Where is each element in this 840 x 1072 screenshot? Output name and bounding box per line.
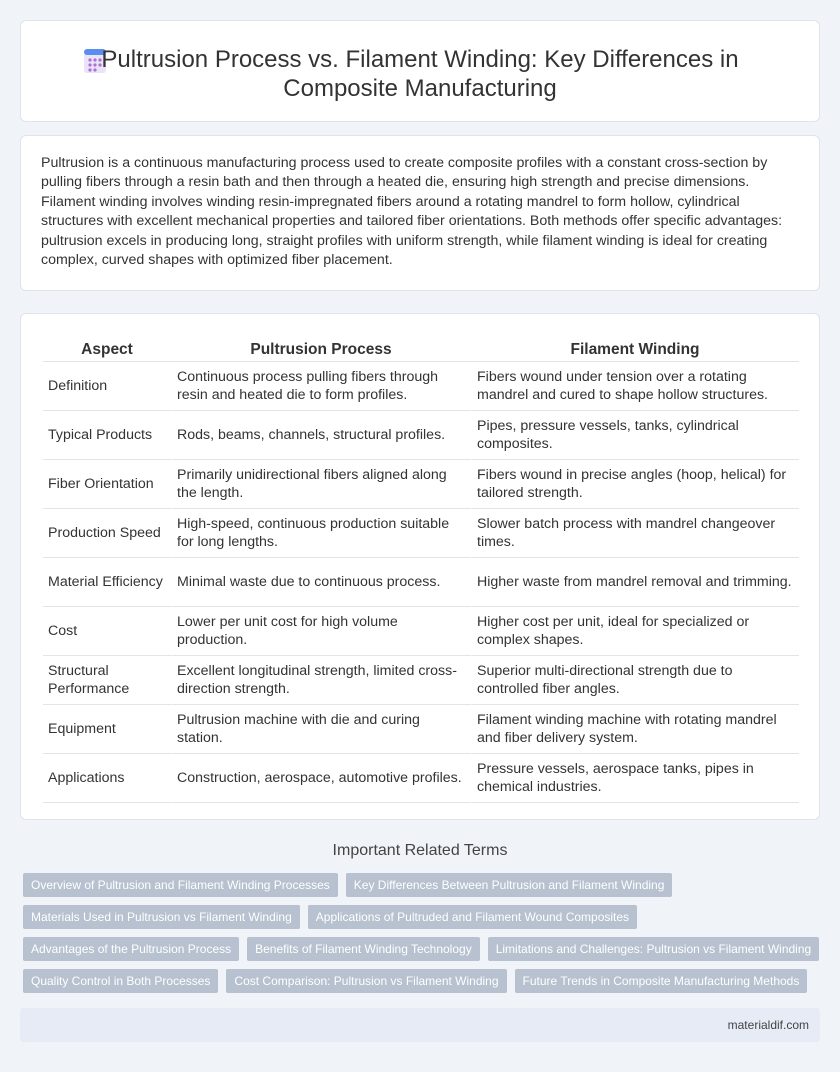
related-term-tag[interactable]: Limitations and Challenges: Pultrusion vs Filament Winding xyxy=(488,937,820,961)
table-row xyxy=(43,558,799,607)
tag-row xyxy=(23,969,823,993)
related-term-tag[interactable]: Applications of Pultruded and Filament Wound Composites xyxy=(308,905,637,929)
pultrusion-cell: Rods, beams, channels, structural profiles. xyxy=(171,411,471,460)
table-row xyxy=(43,607,799,656)
related-term-tag[interactable]: Cost Comparison: Pultrusion vs Filament Winding xyxy=(226,969,506,993)
aspect-cell: Applications xyxy=(43,754,171,803)
aspect-cell: Definition xyxy=(43,362,171,411)
filament-winding-cell: Pressure vessels, aerospace tanks, pipes in chemical industries. xyxy=(471,754,799,803)
related-terms-heading: Important Related Terms xyxy=(332,842,508,859)
column-header-filament-winding: Filament Winding xyxy=(471,332,799,362)
column-header-pultrusion: Pultrusion Process xyxy=(171,332,471,362)
tag-row xyxy=(23,937,823,961)
related-term-tag[interactable]: Materials Used in Pultrusion vs Filament Winding xyxy=(23,905,300,929)
tag-row xyxy=(23,905,823,929)
intro-card xyxy=(20,135,820,291)
related-term-tag[interactable]: Future Trends in Composite Manufacturing Methods xyxy=(515,969,808,993)
pultrusion-cell: Construction, aerospace, automotive profiles. xyxy=(171,754,471,803)
aspect-cell: Equipment xyxy=(43,705,171,754)
pultrusion-cell: Excellent longitudinal strength, limited cross-direction strength. xyxy=(171,656,471,705)
aspect-cell: Production Speed xyxy=(43,509,171,558)
footer-site-link[interactable]: materialdif.com xyxy=(727,1018,809,1032)
aspect-cell: Structural Performance xyxy=(43,656,171,705)
filament-winding-cell: Higher waste from mandrel removal and trimming. xyxy=(471,558,799,607)
pultrusion-cell: Continuous process pulling fibers through resin and heated die to form profiles. xyxy=(171,362,471,411)
pultrusion-cell: High-speed, continuous production suitable for long lengths. xyxy=(171,509,471,558)
column-header-aspect: Aspect xyxy=(43,332,171,362)
table-row xyxy=(43,754,799,803)
pultrusion-cell: Primarily unidirectional fibers aligned along the length. xyxy=(171,460,471,509)
intro-paragraph: Pultrusion is a continuous manufacturing process used to create composite profiles with a constant cross-section by pulling fibers through a resin bath and then through a heated die, ensuring high strength and precise dimensions. Filament winding involves winding resin-impregnated fibers around a rotating mandrel to form hollow, cylindrical structures with excellent mechanical properties and tailored fiber orientations. Both methods offer specific advantages: pultrusion excels in producing long, straight profiles with uniform strength, while filament winding is ideal for creating complex, curved shapes with optimized fiber placement. xyxy=(41,155,783,269)
tag-row xyxy=(23,873,823,897)
table-header-row xyxy=(43,332,799,362)
footer xyxy=(20,1008,820,1042)
aspect-cell: Material Efficiency xyxy=(43,558,171,607)
aspect-cell: Cost xyxy=(43,607,171,656)
table-row xyxy=(43,656,799,705)
related-term-tag[interactable]: Advantages of the Pultrusion Process xyxy=(23,937,239,961)
table-row xyxy=(43,460,799,509)
filament-winding-cell: Slower batch process with mandrel changeover times. xyxy=(471,509,799,558)
pultrusion-cell: Minimal waste due to continuous process. xyxy=(171,558,471,607)
table-row xyxy=(43,411,799,460)
pultrusion-cell: Pultrusion machine with die and curing station. xyxy=(171,705,471,754)
filament-winding-cell: Fibers wound under tension over a rotating mandrel and cured to shape hollow structures. xyxy=(471,362,799,411)
related-term-tag[interactable]: Benefits of Filament Winding Technology xyxy=(247,937,480,961)
filament-winding-cell: Fibers wound in precise angles (hoop, helical) for tailored strength. xyxy=(471,460,799,509)
comparison-table-card xyxy=(20,313,820,820)
table-row xyxy=(43,705,799,754)
related-term-tag[interactable]: Overview of Pultrusion and Filament Winding Processes xyxy=(23,873,338,897)
filament-winding-cell: Superior multi-directional strength due to controlled fiber angles. xyxy=(471,656,799,705)
related-terms-list xyxy=(23,873,823,1001)
filament-winding-cell: Higher cost per unit, ideal for specialized or complex shapes. xyxy=(471,607,799,656)
related-term-tag[interactable]: Key Differences Between Pultrusion and Filament Winding xyxy=(346,873,673,897)
pultrusion-cell: Lower per unit cost for high volume production. xyxy=(171,607,471,656)
filament-winding-cell: Filament winding machine with rotating mandrel and fiber delivery system. xyxy=(471,705,799,754)
related-term-tag[interactable]: Quality Control in Both Processes xyxy=(23,969,218,993)
page-title: Pultrusion Process vs. Filament Winding: Key Differences in Composite Manufacturing xyxy=(101,46,739,102)
aspect-cell: Typical Products xyxy=(43,411,171,460)
table-row xyxy=(43,362,799,411)
filament-winding-cell: Pipes, pressure vessels, tanks, cylindrical composites. xyxy=(471,411,799,460)
aspect-cell: Fiber Orientation xyxy=(43,460,171,509)
comparison-table xyxy=(43,332,799,803)
header-card xyxy=(20,20,820,122)
table-row xyxy=(43,509,799,558)
